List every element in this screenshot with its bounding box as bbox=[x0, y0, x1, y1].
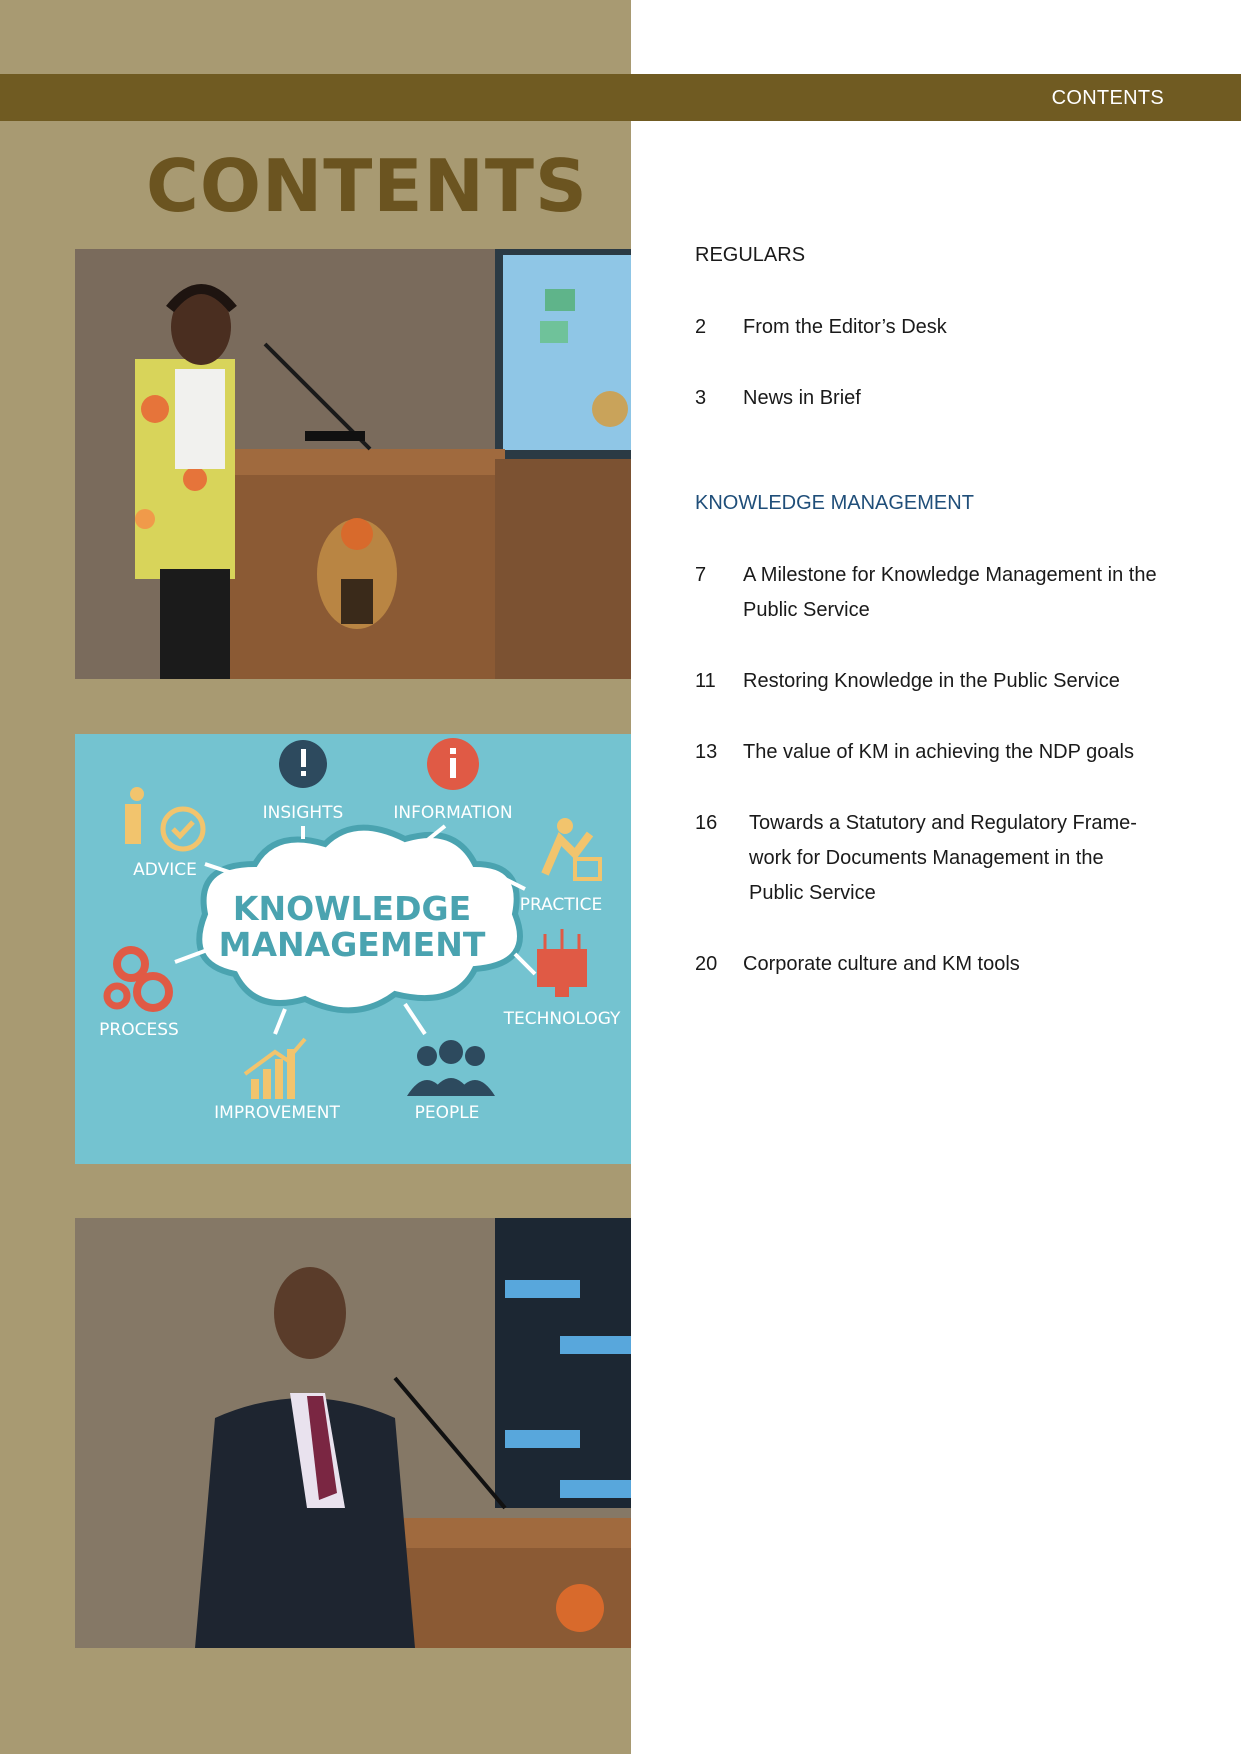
km-center-line1: KNOWLEDGE bbox=[232, 889, 472, 928]
toc-page-number: 16 bbox=[695, 812, 718, 834]
label-advice: ADVICE bbox=[133, 860, 197, 880]
label-technology: TECHNOLOGY bbox=[503, 1009, 621, 1029]
label-practice: PRACTICE bbox=[519, 895, 603, 915]
label-improvement: IMPROVEMENT bbox=[214, 1103, 340, 1123]
toc-page-number: 11 bbox=[695, 670, 716, 692]
toc-page-number: 2 bbox=[695, 316, 707, 338]
page-title: CONTENTS bbox=[146, 144, 588, 228]
information-icon bbox=[427, 738, 479, 790]
speaker-photo-man bbox=[75, 1218, 631, 1648]
toc-entry-title: Towards a Statutory and Regulatory Frame-work for Documents Management in the Public Service bbox=[749, 812, 1137, 904]
knowledge-management-infographic bbox=[75, 734, 631, 1164]
section-heading-regulars: REGULARS bbox=[695, 244, 806, 266]
toc-page-number: 20 bbox=[695, 953, 718, 975]
technology-icon bbox=[537, 929, 587, 997]
toc-entry-title: News in Brief bbox=[743, 387, 861, 409]
km-center-line2: MANAGEMENT bbox=[218, 925, 486, 964]
label-insights: INSIGHTS bbox=[262, 803, 344, 823]
label-people: PEOPLE bbox=[414, 1103, 480, 1123]
label-information: INFORMATION bbox=[393, 803, 513, 823]
toc-page-number: 13 bbox=[695, 741, 718, 763]
speaker-photo-woman bbox=[75, 249, 631, 679]
toc-entry-title: From the Editor’s Desk bbox=[743, 316, 947, 338]
toc-entry-title: A Milestone for Knowledge Management in the Public Service bbox=[743, 564, 1157, 621]
toc-entry-title: Restoring Knowledge in the Public Service bbox=[743, 670, 1120, 692]
toc-entry-title: Corporate culture and KM tools bbox=[743, 953, 1020, 975]
header-label: CONTENTS bbox=[1051, 87, 1164, 109]
header-bar bbox=[0, 74, 1241, 121]
section-heading-knowledge-management: KNOWLEDGE MANAGEMENT bbox=[695, 492, 974, 514]
insights-icon bbox=[279, 740, 327, 788]
toc-page-number: 3 bbox=[695, 387, 707, 409]
toc-entry-title: The value of KM in achieving the NDP goals bbox=[743, 741, 1134, 763]
label-process: PROCESS bbox=[99, 1020, 179, 1040]
toc-page-number: 7 bbox=[695, 564, 707, 586]
